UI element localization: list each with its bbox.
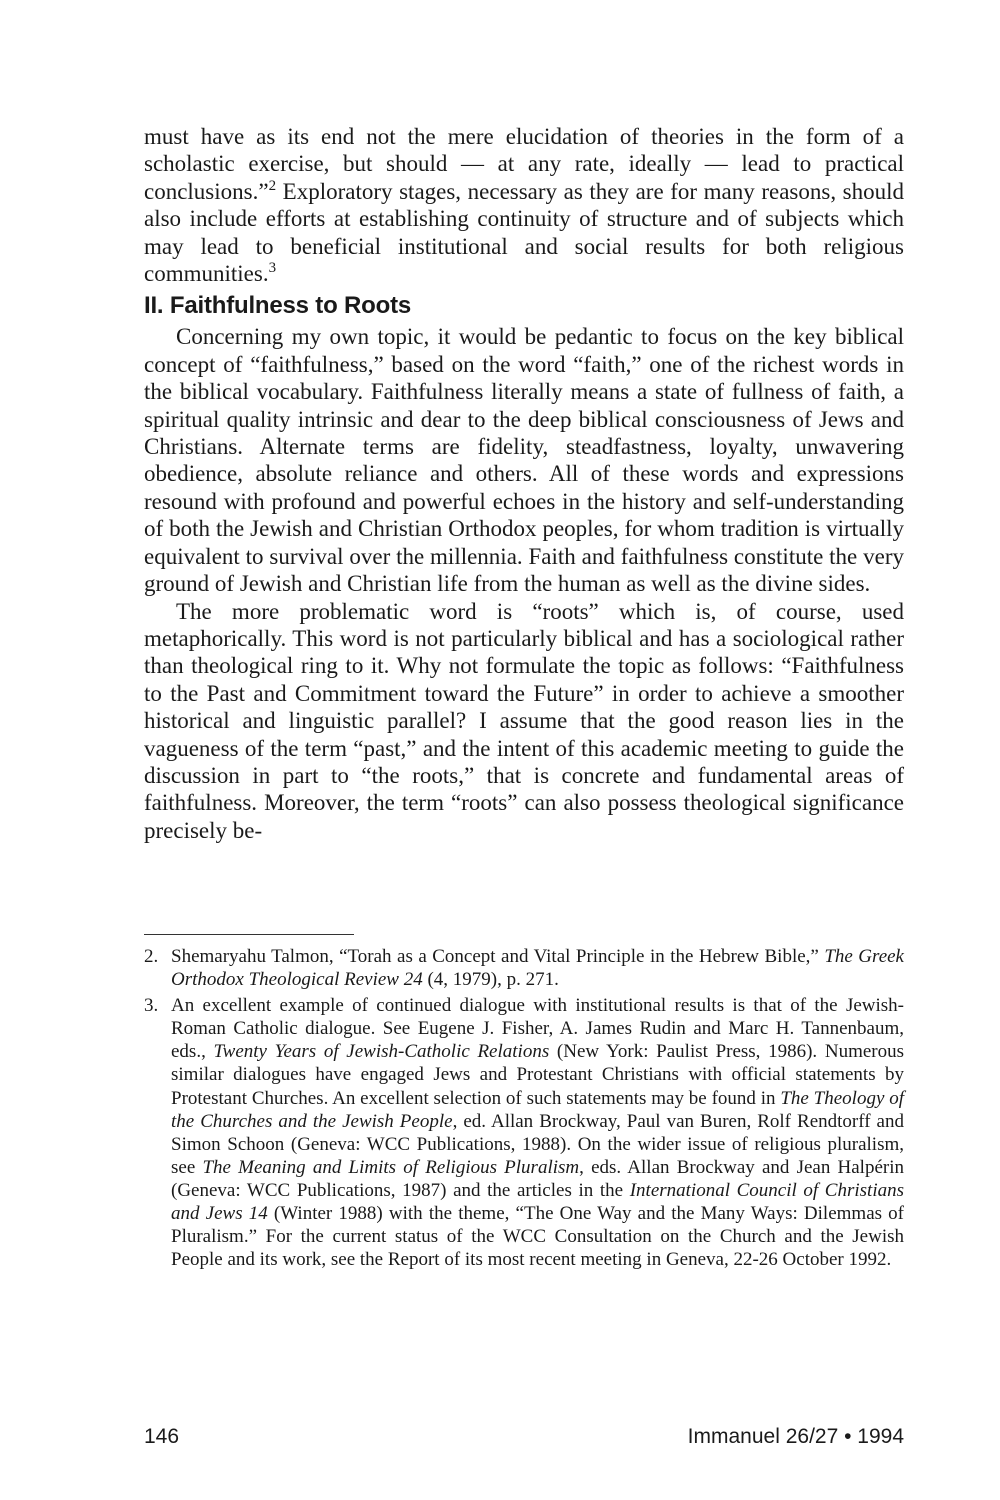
paragraph-faithfulness: Concerning my own topic, it would be pedantic to focus on the key biblical concept of “faithfulness,” based on the word “faith,” one of the richest words in the biblical vocabulary. Faithfulness literally means a state of fullness of faith, a spiritual quality intrinsic and dear to the deep biblical consciousness of Jews and Christians. Alternate terms are fidelity, steadfastness, loyalty, unwavering obedience, absolute reliance and others. All of these words and expressions resound with profound and powerful echoes in the history and self-understanding of both the Jewish and Christian Orthodox peoples, for whom tradition is virtually equivalent to survival over the millennia. Faith and faithfulness constitute the very ground of Jewish and Christian life from the human as well as the divine sides.: [144, 324, 904, 597]
section-heading: II. Faithfulness to Roots: [144, 292, 412, 320]
cited-title: The Greek Orthodox Theological Review 24: [171, 946, 904, 991]
paragraph-roots: The more problematic word is “roots” which is, of course, used metaphorically. This word is not particularly biblical and has a sociological rather than theological ring to it. Why not formulate the topic as follows: “Faithfulness to the Past and Commitment toward the Future” in order to achieve a smoother historical and linguistic parallel? I assume that the good reason lies in the vagueness of the term “past,” and the intent of this academic meeting to guide the discussion in part to “the roots,” that is concrete and fundamental areas of faithfulness. Moreover, the term “roots” can also possess theological significance precisely be-: [144, 598, 904, 843]
footnote-3: 3. An excellent example of continued dialogue with institutional results is that of the Jewish-Roman Catholic dialogue. See Eugene J. Fisher, A. James Rudin and Marc H. Tannenbaum, eds., Twenty Years of Jewish-Catholic Relations (New York: Paulist Press, 1986). Numerous similar dialogues have engaged Jews and Protestant Christians with official statements by Protestant Churches. An excellent selection of such statements may be found in The Theology of the Churches and the Jewish People, ed. Allan Brockway, Paul van Buren, Rolf Rendtorff and Simon Schoon (Geneva: WCC Publications, 1988). On the wider issue of religious pluralism, see The Meaning and Limits of Religious Pluralism, eds. Allan Brockway and Jean Halpérin (Geneva: WCC Publications, 1987) and the articles in the International Council of Christians and Jews 14 (Winter 1988) with the theme, “The One Way and the Many Ways: Dilemmas of Pluralism.” For the current status of the WCC Consultation on the Church and the Jewish People and its work, see the Report of its most recent meeting in Geneva, 22-26 October 1992.: [144, 995, 905, 1271]
footnotes: [144, 945, 904, 1274]
page-number: 146: [144, 1425, 180, 1448]
cited-title: International Council of Christians and Jews 14: [171, 1179, 905, 1225]
journal-citation: Immanuel 26/27 • 1994: [687, 1425, 904, 1448]
paragraph-continued: must have as its end not the mere elucidation of theories in the form of a scholastic exercise, but should — at any rate, ideally — lead to practical conclusions.”$^2$ Exploratory stages, necessary as they are for many reasons, should also include efforts at establishing continuity of structure and of subjects which may lead to beneficial institutional and social results for both religious communities.$^3$: [144, 124, 904, 287]
footnote-number: 3.: [144, 995, 159, 1017]
footnote-divider: [144, 934, 354, 935]
footnote-ref-2[interactable]: 2: [268, 177, 277, 194]
footnote-number: 2.: [144, 946, 159, 967]
cited-title: The Meaning and Limits of Religious Pluralism: [202, 1156, 580, 1178]
body-text: [144, 123, 904, 844]
cited-title: The Theology of the Churches and the Jewish People: [171, 1087, 904, 1132]
footnote-ref-3[interactable]: 3: [268, 260, 277, 277]
footnote-2: 2. Shemaryahu Talmon, “Torah as a Concept and Vital Principle in the Hebrew Bible,” The Greek Orthodox Theological Review 24 (4, 1979), p. 271.: [144, 946, 904, 991]
cited-title: Twenty Years of Jewish-Catholic Relations: [213, 1041, 550, 1063]
